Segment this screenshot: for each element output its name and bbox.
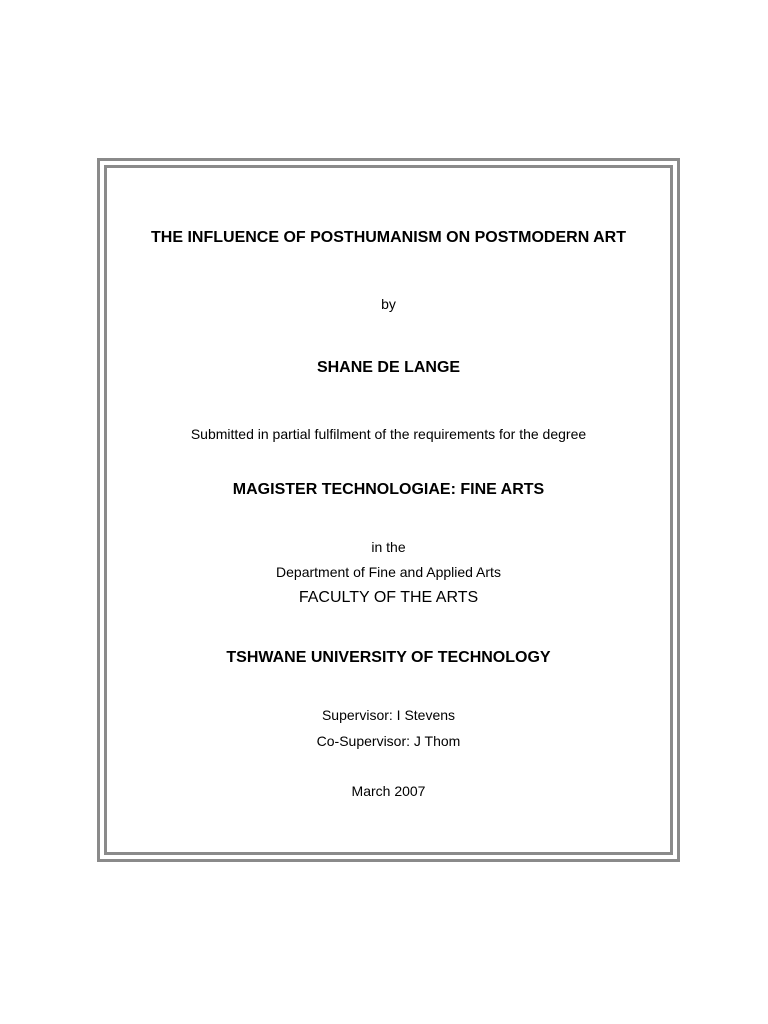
submission-date: March 2007 xyxy=(351,783,426,799)
in-the-line: in the xyxy=(371,539,406,555)
by-line: by xyxy=(381,296,396,312)
university-name: TSHWANE UNIVERSITY OF TECHNOLOGY xyxy=(226,649,551,666)
co-supervisor-line: Co-Supervisor: J Thom xyxy=(316,733,461,749)
author-name: SHANE DE LANGE xyxy=(316,359,461,376)
supervisor-line: Supervisor: I Stevens xyxy=(321,707,456,723)
title-page-inner-border xyxy=(104,165,673,855)
department-name: Department of Fine and Applied Arts xyxy=(276,564,501,580)
thesis-title: THE INFLUENCE OF POSTHUMANISM ON POSTMODERN ART xyxy=(151,229,626,246)
faculty-name: FACULTY OF THE ARTS xyxy=(298,589,479,606)
degree-name: MAGISTER TECHNOLOGIAE: FINE ARTS xyxy=(232,481,545,498)
submission-statement: Submitted in partial fulfilment of the requirements for the degree xyxy=(190,426,587,442)
